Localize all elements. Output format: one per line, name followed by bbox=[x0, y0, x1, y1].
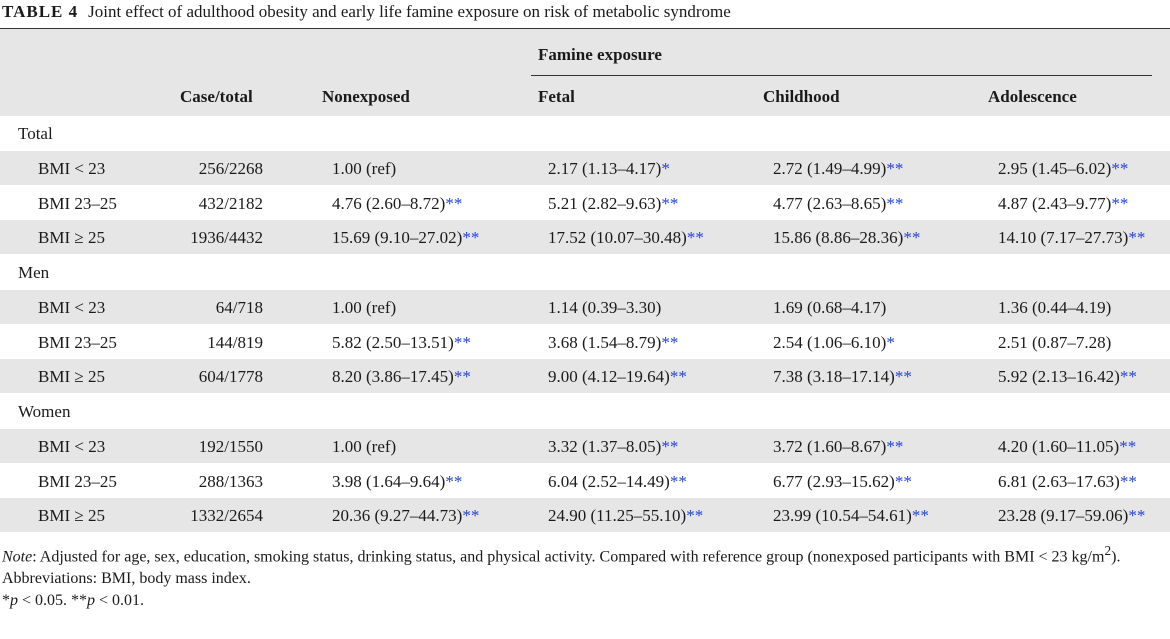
estimate-value: 5.82 (2.50–13.51) bbox=[332, 332, 454, 352]
case-total-cell: 1936/4432 bbox=[190, 228, 263, 248]
table-row bbox=[0, 325, 1170, 359]
case-total-cell: 432/2182 bbox=[198, 193, 263, 213]
estimate-value: 1.00 (ref) bbox=[332, 158, 397, 178]
table-label: TABLE 4 bbox=[2, 2, 79, 21]
estimate-value: 1.00 (ref) bbox=[332, 297, 397, 317]
group-row bbox=[0, 394, 1170, 428]
significance-mark: ** bbox=[661, 193, 679, 213]
estimate-cell bbox=[548, 194, 678, 214]
table-row bbox=[0, 151, 1170, 185]
estimate-cell bbox=[998, 298, 1111, 318]
estimate-value: 8.20 (3.86–17.45) bbox=[332, 367, 454, 387]
significance-mark: ** bbox=[1111, 158, 1129, 178]
estimate-cell bbox=[332, 367, 471, 387]
significance-mark: ** bbox=[462, 506, 480, 526]
estimate-value: 17.52 (10.07–30.48) bbox=[548, 228, 687, 248]
significance-mark: ** bbox=[661, 436, 679, 456]
estimate-value: 24.90 (11.25–55.10) bbox=[548, 506, 687, 526]
table-notes bbox=[2, 540, 1162, 612]
estimate-value: 1.00 (ref) bbox=[332, 436, 397, 456]
bmi-label: BMI ≥ 25 bbox=[38, 506, 105, 526]
case-total-cell: 192/1550 bbox=[198, 436, 263, 456]
bmi-label: BMI 23–25 bbox=[38, 471, 117, 491]
estimate-value: 3.68 (1.54–8.79) bbox=[548, 332, 662, 352]
estimate-cell bbox=[548, 228, 704, 248]
estimate-value: 2.95 (1.45–6.02) bbox=[998, 158, 1112, 178]
estimate-value: 5.21 (2.82–9.63) bbox=[548, 193, 662, 213]
table-row bbox=[0, 429, 1170, 463]
estimate-value: 2.51 (0.87–7.28) bbox=[998, 332, 1112, 352]
significance-mark: ** bbox=[886, 436, 904, 456]
estimate-cell bbox=[773, 194, 903, 214]
significance-mark: ** bbox=[686, 506, 704, 526]
table-row bbox=[0, 464, 1170, 498]
significance-mark: ** bbox=[894, 367, 912, 387]
significance-mark: ** bbox=[886, 158, 904, 178]
estimate-value: 3.98 (1.64–9.64) bbox=[332, 471, 446, 491]
estimate-value: 9.00 (4.12–19.64) bbox=[548, 367, 670, 387]
case-total-cell: 1332/2654 bbox=[190, 506, 263, 526]
estimate-cell bbox=[548, 367, 687, 387]
estimate-cell bbox=[548, 333, 678, 353]
case-total-cell: 144/819 bbox=[207, 332, 263, 352]
famine-exposure-header: Famine exposure bbox=[538, 45, 662, 64]
significance-mark: ** bbox=[462, 228, 480, 248]
estimate-value: 23.99 (10.54–54.61) bbox=[773, 506, 912, 526]
estimate-value: 6.77 (2.93–15.62) bbox=[773, 471, 895, 491]
note-superscript: 2 bbox=[1104, 543, 1112, 558]
table-header bbox=[0, 29, 1170, 116]
estimate-cell bbox=[332, 472, 462, 492]
estimate-cell bbox=[998, 194, 1128, 214]
estimate-value: 20.36 (9.27–44.73) bbox=[332, 506, 463, 526]
estimate-value: 4.77 (2.63–8.65) bbox=[773, 193, 887, 213]
estimate-value: 2.17 (1.13–4.17) bbox=[548, 158, 662, 178]
group-label: Total bbox=[18, 124, 53, 143]
significance-mark: ** bbox=[903, 228, 921, 248]
significance-mark: ** bbox=[453, 367, 471, 387]
sig-text-1: < 0.05. ** bbox=[18, 592, 88, 610]
table-row bbox=[0, 290, 1170, 324]
significance-mark: ** bbox=[686, 228, 704, 248]
estimate-value: 14.10 (7.17–27.73) bbox=[998, 228, 1129, 248]
note-line bbox=[2, 540, 1162, 568]
estimate-value: 4.87 (2.43–9.77) bbox=[998, 193, 1112, 213]
group-label: Women bbox=[18, 402, 71, 421]
estimate-cell bbox=[773, 437, 903, 457]
estimate-value: 23.28 (9.17–59.06) bbox=[998, 506, 1129, 526]
bmi-label: BMI ≥ 25 bbox=[38, 367, 105, 387]
estimate-cell bbox=[332, 194, 462, 214]
sig-p-2: p bbox=[87, 592, 96, 610]
case-total-cell: 64/718 bbox=[215, 297, 263, 317]
group-label: Men bbox=[18, 263, 50, 282]
estimate-cell bbox=[548, 472, 687, 492]
significance-line bbox=[2, 590, 1162, 612]
col-fetal: Fetal bbox=[538, 87, 575, 106]
estimate-value: 15.69 (9.10–27.02) bbox=[332, 228, 463, 248]
col-nonexposed: Nonexposed bbox=[322, 87, 410, 106]
case-total-cell: 604/1778 bbox=[198, 367, 263, 387]
col-case-total: Case/total bbox=[180, 87, 253, 106]
significance-mark: ** bbox=[669, 367, 687, 387]
significance-mark: ** bbox=[669, 471, 687, 491]
estimate-cell bbox=[998, 437, 1136, 457]
estimate-value: 2.54 (1.06–6.10) bbox=[773, 332, 887, 352]
estimate-value: 2.72 (1.49–4.99) bbox=[773, 158, 887, 178]
table-row bbox=[0, 498, 1170, 532]
significance-mark: ** bbox=[445, 193, 463, 213]
estimate-cell bbox=[998, 506, 1145, 526]
estimate-cell bbox=[548, 298, 661, 318]
case-total-cell: 256/2268 bbox=[198, 158, 263, 178]
estimate-cell bbox=[773, 159, 903, 179]
bmi-label: BMI < 23 bbox=[38, 436, 106, 456]
estimate-value: 1.69 (0.68–4.17) bbox=[773, 297, 887, 317]
estimate-cell bbox=[998, 228, 1145, 248]
estimate-cell bbox=[998, 367, 1137, 387]
table-title: Joint effect of adulthood obesity and early life famine exposure on risk of metabolic syndrome bbox=[88, 2, 731, 21]
estimate-cell bbox=[773, 367, 912, 387]
estimate-value: 4.20 (1.60–11.05) bbox=[998, 436, 1120, 456]
estimate-value: 1.36 (0.44–4.19) bbox=[998, 297, 1112, 317]
sig-p-1: p bbox=[10, 592, 18, 610]
estimate-cell bbox=[773, 228, 920, 248]
estimate-cell bbox=[998, 472, 1137, 492]
abbreviations-line: Abbreviations: BMI, body mass index. bbox=[2, 570, 251, 588]
estimate-cell bbox=[998, 159, 1128, 179]
significance-mark: ** bbox=[1111, 193, 1129, 213]
table-caption bbox=[0, 0, 1170, 28]
bmi-label: BMI 23–25 bbox=[38, 193, 117, 213]
estimate-value: 6.04 (2.52–14.49) bbox=[548, 471, 670, 491]
significance-mark: * bbox=[886, 332, 895, 352]
table-row bbox=[0, 220, 1170, 254]
significance-mark: ** bbox=[1119, 436, 1137, 456]
note-end: ). bbox=[1111, 548, 1121, 566]
significance-mark: ** bbox=[911, 506, 929, 526]
estimate-value: 15.86 (8.86–28.36) bbox=[773, 228, 904, 248]
significance-mark: ** bbox=[886, 193, 904, 213]
estimate-value: 1.14 (0.39–3.30) bbox=[548, 297, 662, 317]
estimate-cell bbox=[548, 506, 703, 526]
estimate-cell bbox=[332, 333, 471, 353]
estimate-cell bbox=[548, 159, 670, 179]
sig-star: * bbox=[2, 592, 10, 610]
sig-text-2: < 0.01. bbox=[95, 592, 145, 610]
significance-mark: ** bbox=[1128, 228, 1146, 248]
significance-mark: * bbox=[661, 158, 670, 178]
estimate-cell bbox=[773, 333, 895, 353]
table-row bbox=[0, 359, 1170, 393]
estimate-value: 4.76 (2.60–8.72) bbox=[332, 193, 446, 213]
estimate-value: 3.32 (1.37–8.05) bbox=[548, 436, 662, 456]
note-label: Note bbox=[2, 548, 33, 566]
estimate-cell bbox=[332, 298, 396, 318]
significance-mark: ** bbox=[1119, 367, 1137, 387]
case-total-cell: 288/1363 bbox=[198, 471, 263, 491]
estimate-cell bbox=[332, 437, 396, 457]
estimate-cell bbox=[332, 159, 396, 179]
col-adolescence: Adolescence bbox=[988, 87, 1077, 106]
estimate-cell bbox=[998, 333, 1111, 353]
bmi-label: BMI 23–25 bbox=[38, 332, 117, 352]
note-text: : Adjusted for age, sex, education, smoking status, drinking status, and physical activity. Compared with reference group (nonexposed participants with BMI < 23 kg/m bbox=[32, 548, 1105, 566]
group-row bbox=[0, 116, 1170, 150]
bmi-label: BMI < 23 bbox=[38, 158, 106, 178]
estimate-cell bbox=[548, 437, 678, 457]
significance-mark: ** bbox=[661, 332, 679, 352]
estimate-value: 3.72 (1.60–8.67) bbox=[773, 436, 887, 456]
bmi-label: BMI < 23 bbox=[38, 297, 106, 317]
estimate-value: 5.92 (2.13–16.42) bbox=[998, 367, 1120, 387]
col-childhood: Childhood bbox=[763, 87, 840, 106]
significance-mark: ** bbox=[1128, 506, 1146, 526]
group-row bbox=[0, 255, 1170, 289]
estimate-cell bbox=[332, 506, 479, 526]
significance-mark: ** bbox=[445, 471, 463, 491]
table-row bbox=[0, 186, 1170, 220]
estimate-cell bbox=[773, 472, 912, 492]
estimate-cell bbox=[332, 228, 479, 248]
famine-exposure-rule bbox=[531, 75, 1152, 76]
estimate-value: 6.81 (2.63–17.63) bbox=[998, 471, 1120, 491]
significance-mark: ** bbox=[1119, 471, 1137, 491]
bmi-label: BMI ≥ 25 bbox=[38, 228, 105, 248]
significance-mark: ** bbox=[453, 332, 471, 352]
significance-mark: ** bbox=[894, 471, 912, 491]
estimate-cell bbox=[773, 298, 886, 318]
estimate-value: 7.38 (3.18–17.14) bbox=[773, 367, 895, 387]
data-table bbox=[0, 28, 1170, 532]
estimate-cell bbox=[773, 506, 929, 526]
